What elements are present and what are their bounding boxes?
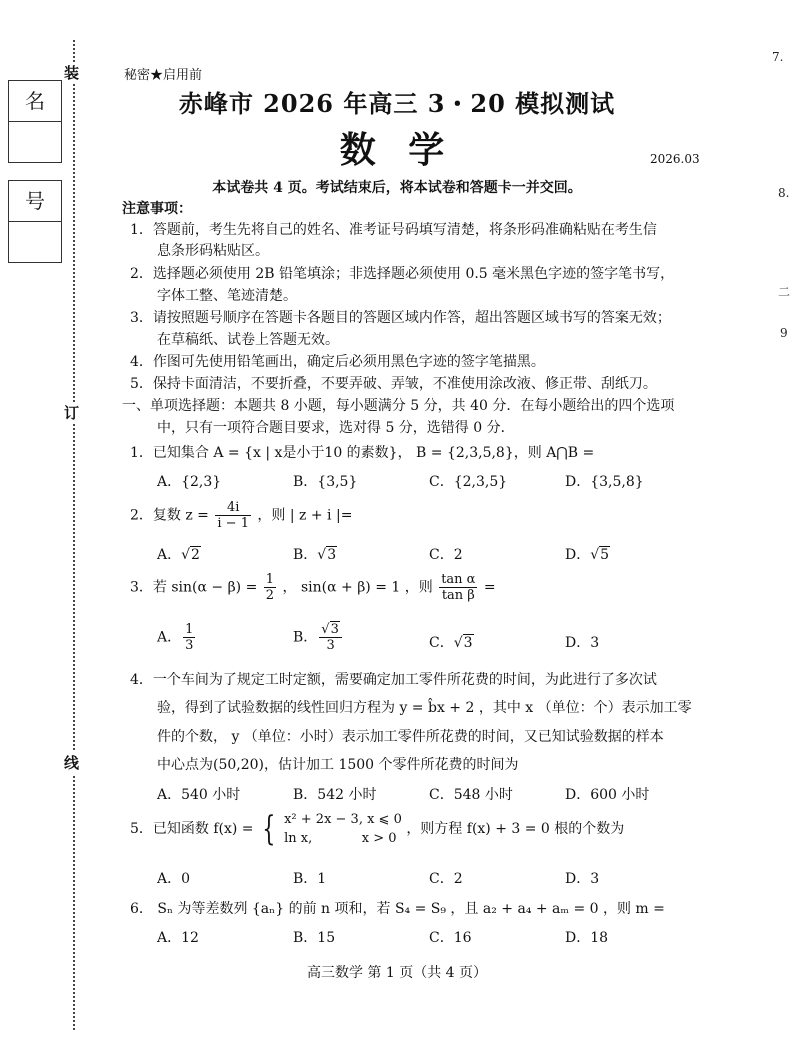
number-field[interactable]: [9, 222, 61, 262]
notice-title: 注意事项：: [122, 201, 192, 217]
q5-option-b: B．1: [293, 871, 327, 887]
q2-fraction: [215, 500, 251, 531]
q4-option-c: C．548 小时: [429, 787, 513, 803]
q2-option-d: D．√5: [565, 547, 610, 563]
notice-item: 在草稿纸、试卷上答题无效。: [157, 332, 339, 348]
notice-item: 息条形码粘贴区。: [157, 243, 269, 259]
q3-option-a: A． $\frac{1}{3}$: [157, 622, 194, 653]
notice-item: 4．作图可先使用铅笔画出，确定后必须用黑色字迹的签字笔描黑。: [130, 354, 545, 370]
page-footer: 高三数学 第 1 页（共 4 页）: [306, 965, 488, 981]
number-label: 号: [9, 181, 61, 222]
q5-option-c: C．2: [429, 871, 463, 887]
q4-line: 中心点为(50,20)，估计加工 1500 个零件所花费的时间为: [157, 757, 519, 773]
q1-option-b: B．{3,5}: [293, 474, 358, 490]
binding-char-zhuang: 装: [64, 64, 80, 82]
q1-option-d: D．{3,5,8}: [565, 474, 644, 490]
q5-cases: x² + 2x − 3, x ⩽ 0 ln x, x > 0: [284, 812, 402, 846]
q5-brace: {: [262, 809, 276, 849]
q1-stem: 1．已知集合 A = {x | x是小于10 的素数}， B = {2,3,5,8}，则 A⋂B =: [130, 445, 595, 461]
q1-option-c: C．{2,3,5}: [429, 474, 508, 490]
notice-item: 2．选择题必须使用 2B 铅笔填涂；非选择题必须使用 0.5 毫米黑色字迹的签字笔书写，: [130, 266, 675, 282]
q3-stem: 3．若 sin(α − β) = $\frac{1}{2}$ ， sin(α + β) = 1 ，则 $\frac{\text{tan α}}{\text{tan β}}$ =: [130, 572, 496, 603]
edge-mark: 8.: [778, 186, 790, 200]
q5-option-a: A．0: [157, 871, 191, 887]
q1-option-a: A．{2,3}: [157, 474, 222, 490]
q2-option-b: B．√3: [293, 547, 337, 563]
q2-den: i − 1: [217, 516, 249, 531]
secret-label: 秘密★启用前: [124, 68, 203, 83]
exam-title: 赤峰市 2026 年高三 3・20 模拟测试: [178, 89, 616, 118]
notice-item: 字体工整、笔迹清楚。: [157, 288, 297, 304]
q4-option-a: A．540 小时: [157, 787, 241, 803]
q4-option-d: D．600 小时: [565, 787, 650, 803]
section-heading-cont: 中，只有一项符合题目要求，选对得 5 分，选错得 0 分．: [157, 420, 515, 436]
q4-line: 件的个数， y （单位：小时）表示加工零件所花费的时间，又已知试验数据的样本: [157, 729, 664, 745]
edge-mark: 9: [780, 326, 788, 340]
q5-stem: 5．已知函数 f(x) = { x² + 2x − 3, x ⩽ 0 ln x, x > 0 ，则方程 f(x) + 3 = 0 根的个数为: [130, 809, 625, 849]
q4-line: 4．一个车间为了规定工时定额，需要确定加工零件所花费的时间，为此进行了多次试: [130, 672, 657, 688]
section-heading: 一、单项选择题：本题共 8 小题，每小题满分 5 分，共 40 分．在每小题给出的四个选项: [122, 398, 675, 414]
q6-option-c: C．16: [429, 930, 472, 946]
binding-char-xian: 线: [64, 754, 80, 772]
exam-intro: 本试卷共 4 页。考试结束后，将本试卷和答题卡一并交回。: [212, 180, 582, 196]
subject-title: 数 学: [339, 129, 455, 171]
q3-option-b: B． $\frac{√3}{3}$: [293, 622, 344, 653]
q6-option-d: D．18: [565, 930, 609, 946]
q2-stem: [130, 500, 352, 531]
q2-option-a: A．√2: [157, 547, 200, 563]
q3-half: $\frac{1}{2}$: [265, 572, 275, 603]
q4-option-b: B．542 小时: [293, 787, 377, 803]
binding-char-ding: 订: [64, 404, 80, 422]
edge-mark: 二: [778, 285, 791, 299]
q6-option-b: B．15: [293, 930, 336, 946]
q4-line: 验，得到了试验数据的线性回归方程为 y = b̂x + 2 ，其中 x （单位：个）表示加工零: [157, 700, 692, 716]
q6-stem: 6． Sₙ 为等差数列 {aₙ} 的前 n 项和，若 S₄ = S₉ ，且 a₂ + a₄ + aₘ = 0 ，则 m =: [130, 901, 665, 917]
q6-option-a: A．12: [157, 930, 199, 946]
q5-option-d: D．3: [565, 871, 600, 887]
q3-option-d: D．3: [565, 635, 600, 651]
q2-option-c: C．2: [429, 547, 463, 563]
notice-item: 3．请按照题号顺序在答题卡各题目的答题区域内作答，超出答题区域书写的答案无效；: [130, 310, 671, 326]
exam-date: 2026.03: [650, 152, 700, 166]
q2-post: ，则 | z + i |=: [257, 507, 353, 524]
q2-pre: 2．复数 z =: [130, 507, 209, 524]
q2-num: 4i: [215, 500, 251, 516]
notice-item: 5．保持卡面清洁，不要折叠，不要弄破、弄皱，不准使用涂改液、修正带、刮纸刀。: [130, 376, 657, 392]
q3-option-c: C．√3: [429, 635, 473, 651]
edge-mark: 7.: [772, 50, 784, 64]
q3-tan-ratio: $\frac{\text{tan α}}{\text{tan β}}$: [441, 572, 476, 603]
notice-item: 1．答题前，考生先将自己的姓名、准考证号码填写清楚，将条形码准确粘贴在考生信: [130, 222, 657, 238]
name-label: 名: [9, 81, 61, 122]
